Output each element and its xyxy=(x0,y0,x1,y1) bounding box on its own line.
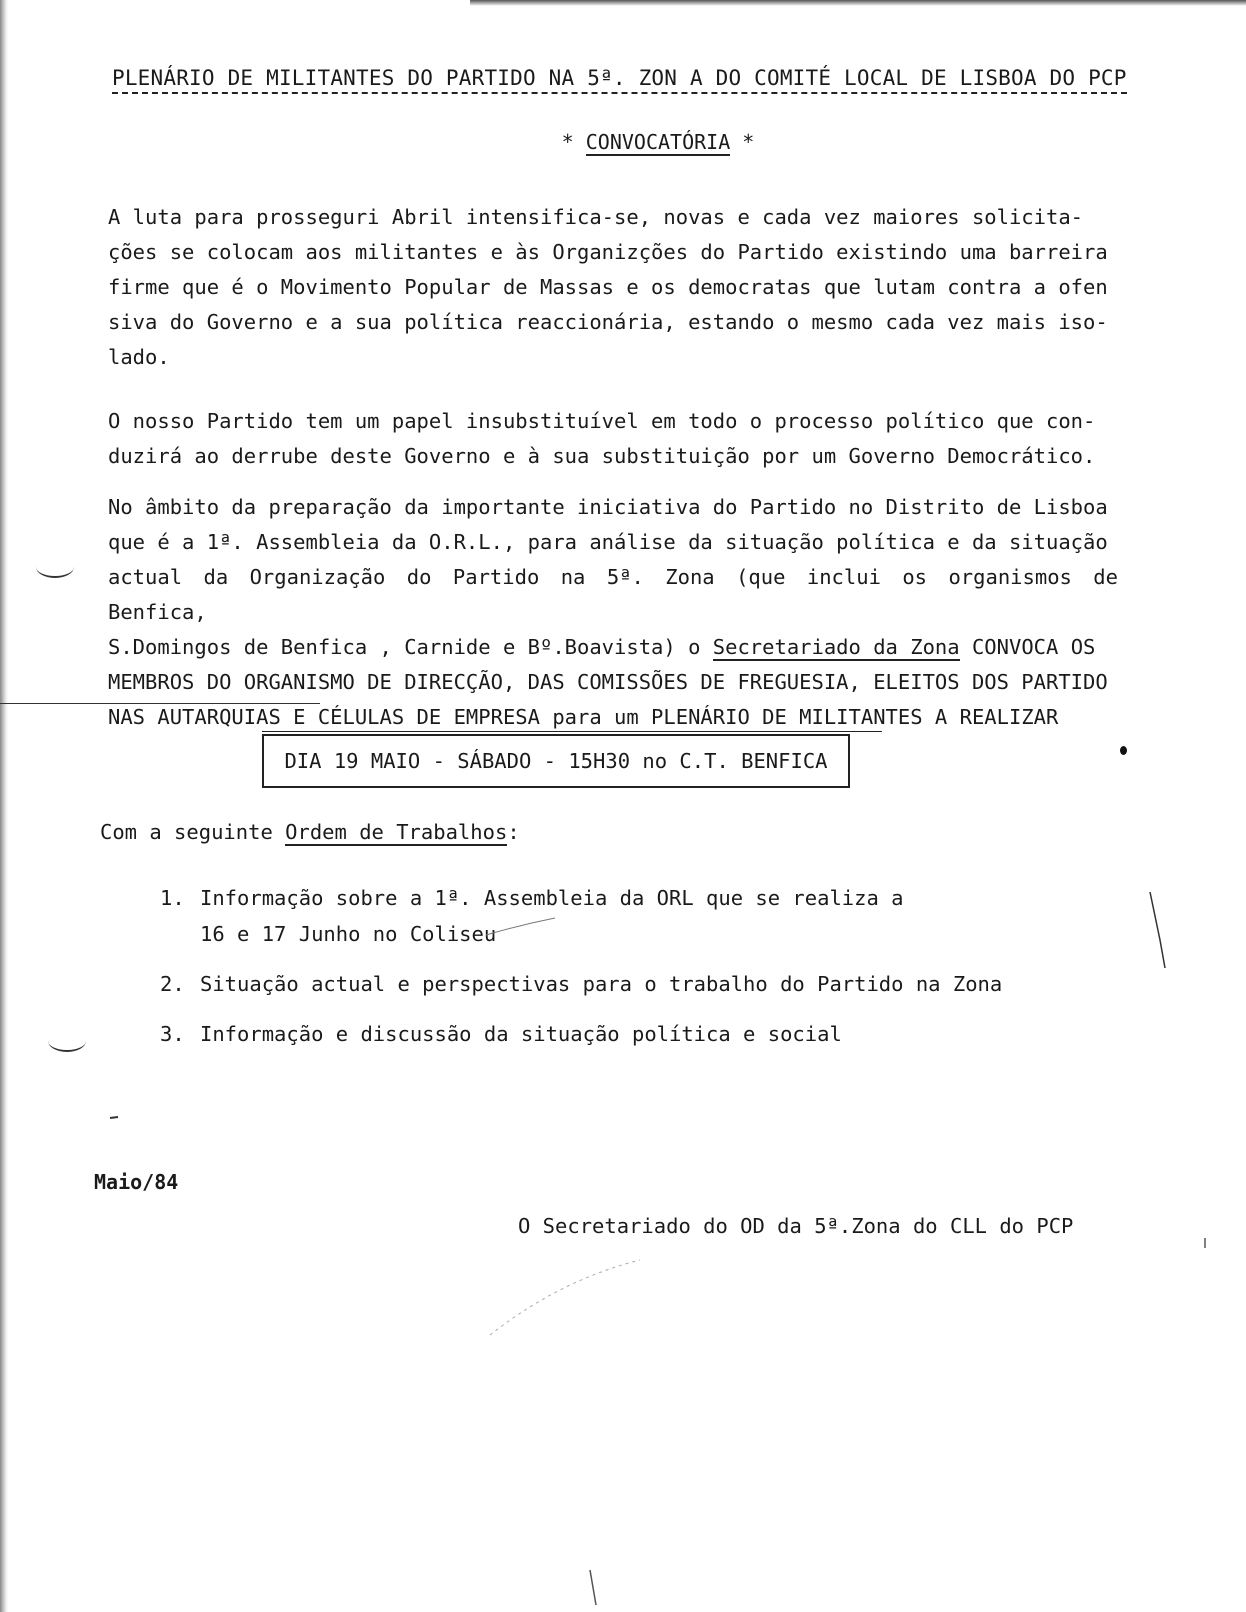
meeting-details: DIA 19 MAIO - SÁBADO - 15H30 no C.T. BENFICA xyxy=(284,749,828,773)
document-date: Maio/84 xyxy=(94,1170,179,1194)
paragraph-3: No âmbito da preparação da importante iniciativa do Partido no Distrito de Lisboa que é a 1ª. Assembleia da O.R.L., para análise da situação política e da situação actual da Organização do Partido na 5ª. Zona (que inclui os organismos de Benfica, S.Domingos de Benfica , Carnide e Bº.Boavista) o Secretariado da Zona CONVOCA OS MEMBROS DO ORGANISMO DE DIRECÇÃO, DAS COMISSÕES DE FREGUESIA, ELEITOS DOS PARTIDO NAS AUTARQUIAS E CÉLULAS DE EMPRESA para um PLENÁRIO DE MILITANTES A REALIZAR xyxy=(108,495,1118,729)
document-subtitle: * CONVOCATÓRIA * xyxy=(561,130,755,154)
paragraph-1: A luta para prosseguri Abril intensifica-se, novas e cada vez maiores solicita- ções se colocam aos militantes e às Organizções do Partido existindo uma barreira firme que é o Movimento Popular de Massas e os democratas que lutam contra a ofen siva do Governo e a sua política reaccionária, estando o mesmo cada vez mais iso- lado. xyxy=(108,205,1108,369)
paragraph-2: O nosso Partido tem um papel insubstituível em todo o processo político que con- duzirá ao derrube deste Governo e à sua substituição por um Governo Democrático. xyxy=(108,409,1096,468)
pen-stroke xyxy=(486,918,555,935)
list-item: 3. Informação e discussão da situação política e social xyxy=(160,1022,842,1046)
list-item: 2. Situação actual e perspectivas para o trabalho do Partido na Zona xyxy=(160,972,1003,996)
document-title: PLENÁRIO DE MILITANTES DO PARTIDO NA 5ª. ZON A DO COMITÉ LOCAL DE LISBOA DO PCP xyxy=(112,66,1112,90)
agenda-heading: Ordem de Trabalhos xyxy=(285,820,508,844)
signature-line: O Secretariado do OD da 5ª.Zona do CLL do PCP xyxy=(518,1214,1074,1238)
agenda-intro: Com a seguinte Ordem de Trabalhos: xyxy=(100,820,520,844)
list-item: 1. Informação sobre a 1ª. Assembleia da ORL que se realiza a 16 e 17 Junho no Coliseu xyxy=(160,886,904,946)
ink-speck xyxy=(590,1570,596,1605)
secretariat-underlined: Secretariado da Zona xyxy=(712,635,960,659)
ink-speck xyxy=(110,1117,118,1118)
pen-stroke xyxy=(490,1260,640,1335)
pen-stroke xyxy=(1150,892,1165,968)
subtitle-label: CONVOCATÓRIA xyxy=(585,130,731,154)
